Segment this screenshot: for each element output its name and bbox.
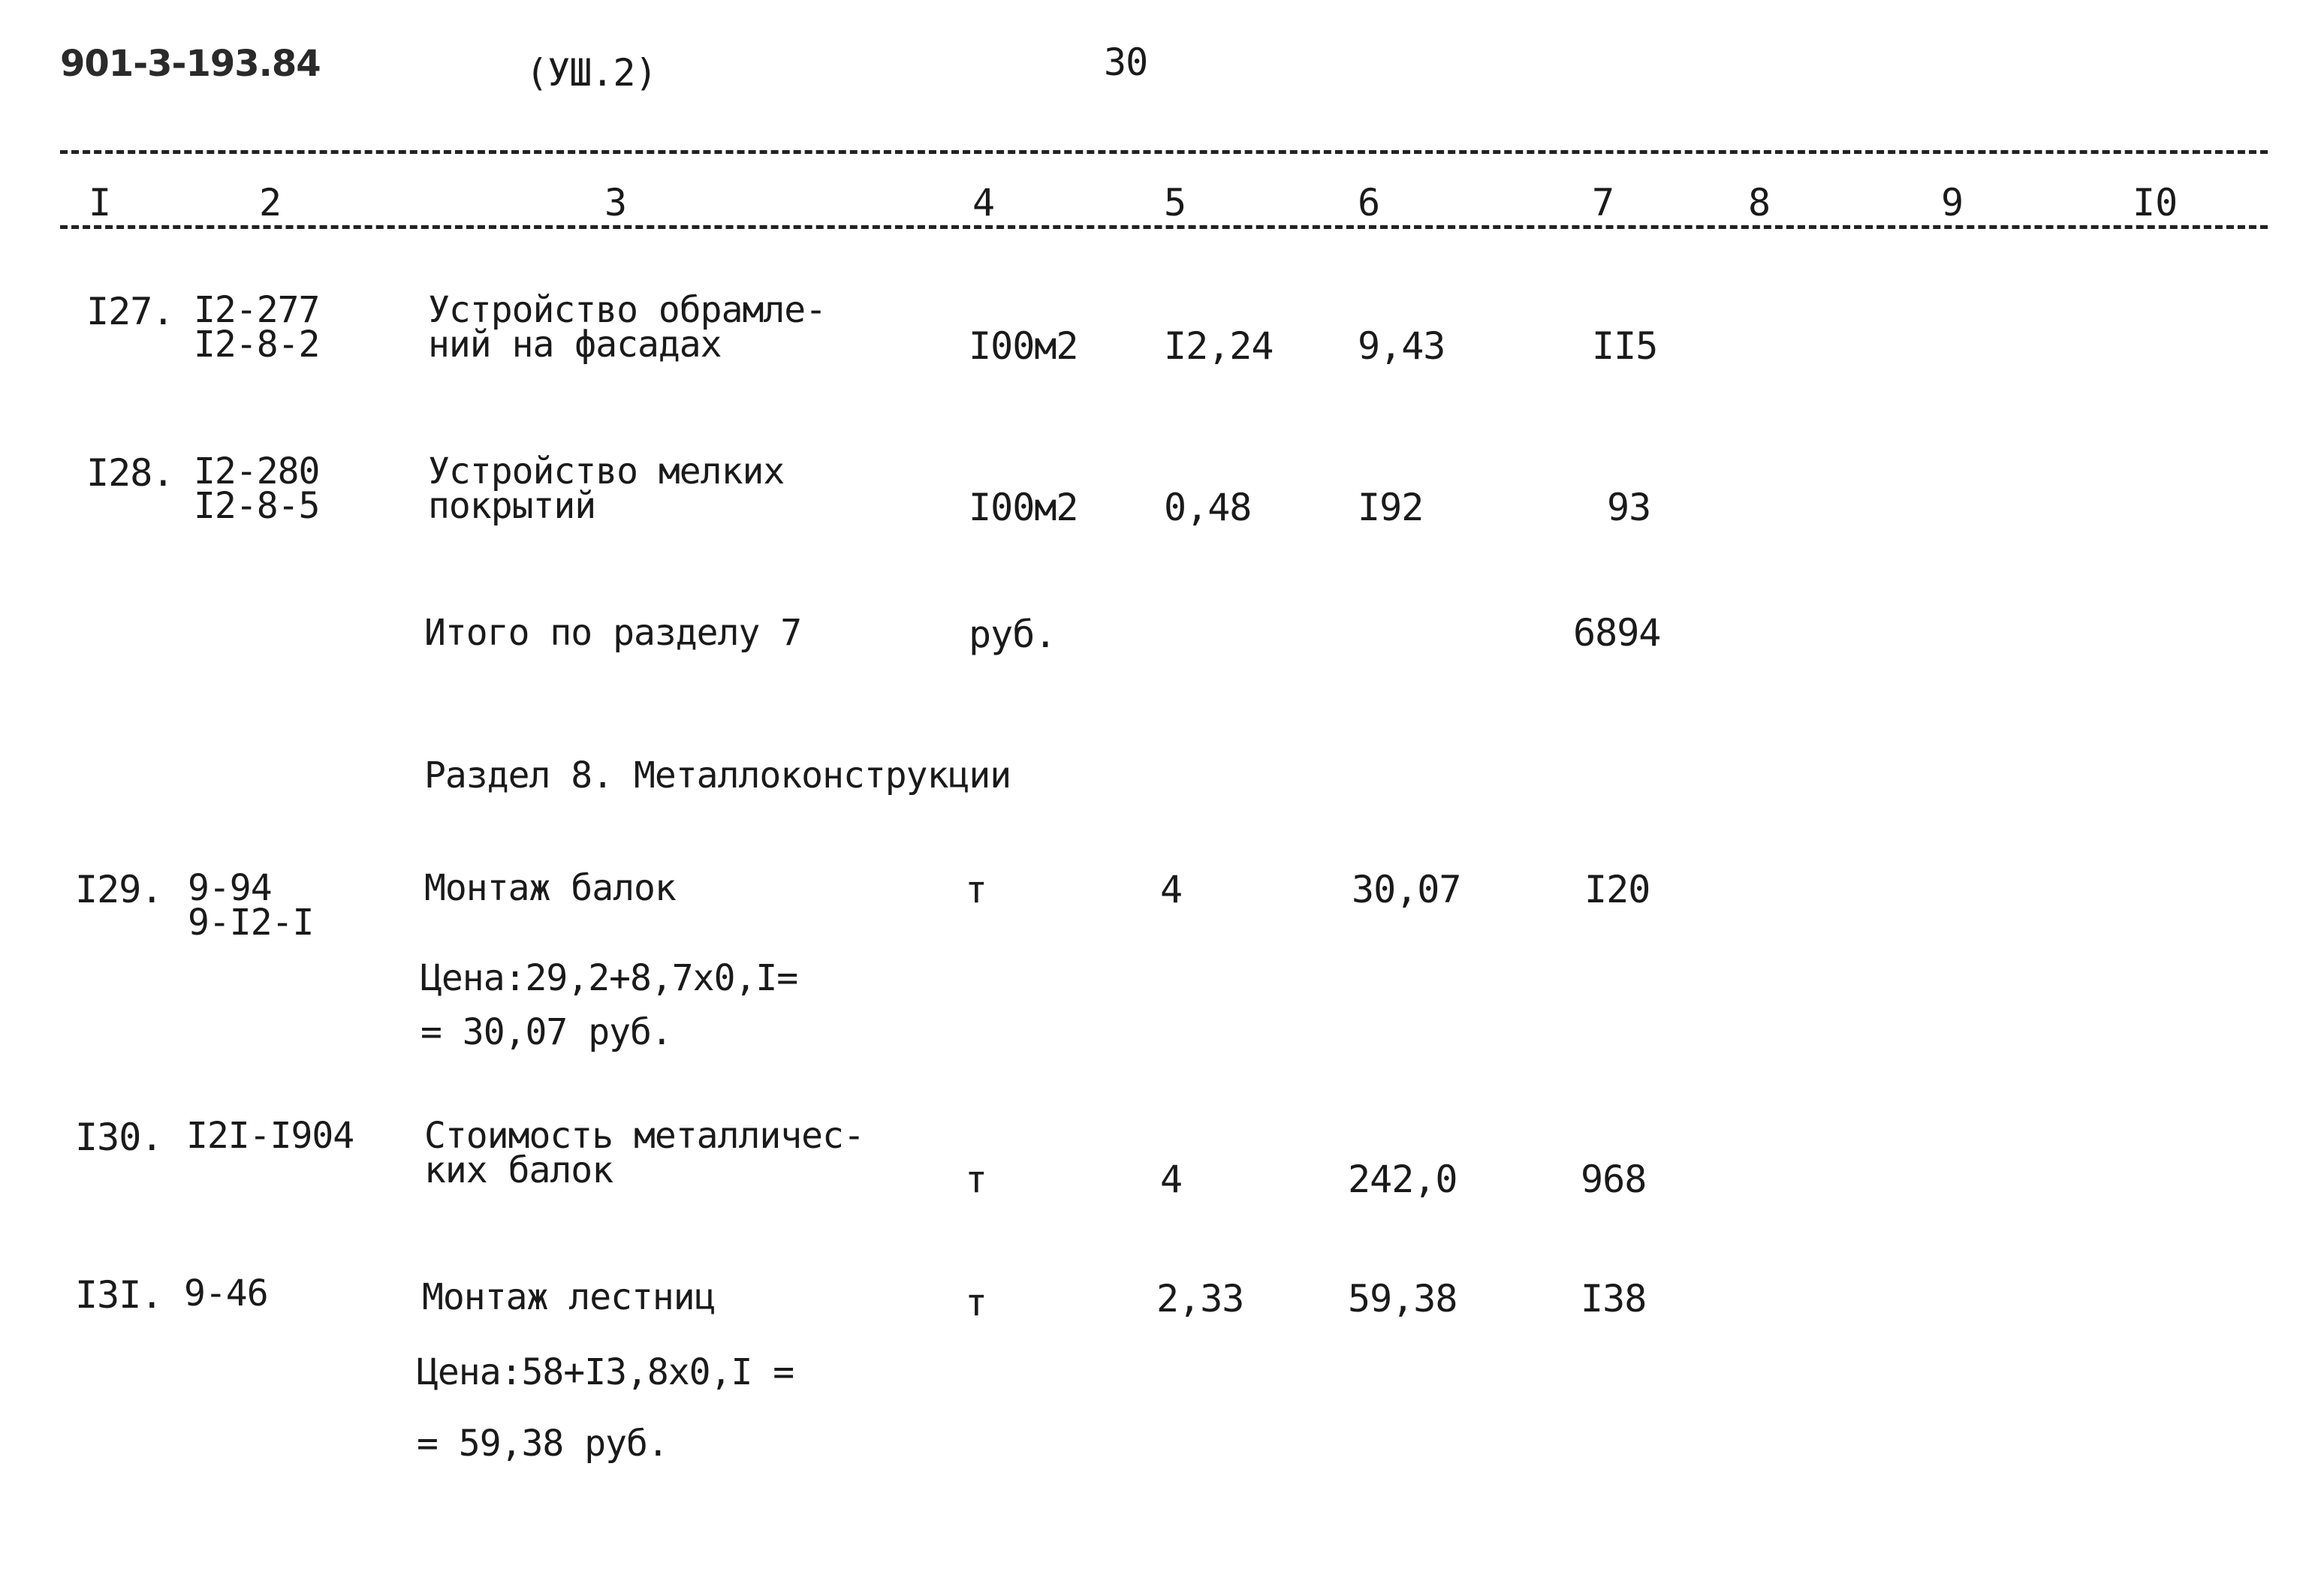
row-title: ний на фасадах <box>428 324 722 366</box>
row-title: Устройство мелких <box>428 450 785 492</box>
column-number: 6 <box>1358 181 1381 224</box>
row-number: I27. <box>86 290 174 333</box>
price-formula: = 30,07 руб. <box>421 1011 672 1053</box>
row-title: Монтаж балок <box>424 867 676 909</box>
row-unit: I00м2 <box>969 324 1078 368</box>
row-code: I2-277 <box>194 289 320 331</box>
column-number: I <box>89 181 112 224</box>
row-unit: т <box>965 1281 987 1324</box>
column-number: 5 <box>1164 181 1187 224</box>
row-quantity: 0,48 <box>1164 486 1252 529</box>
row-quantity: 2,33 <box>1156 1277 1244 1320</box>
row-code: I2-280 <box>194 450 320 492</box>
column-number: 8 <box>1748 181 1771 224</box>
column-number: 3 <box>604 181 628 224</box>
header-bottom-rule <box>60 225 2268 229</box>
column-number: 9 <box>1941 181 1964 224</box>
row-unit: т <box>965 1158 987 1201</box>
row-total: 968 <box>1581 1158 1647 1201</box>
column-number: I0 <box>2133 181 2178 224</box>
subtotal-label: Итого по разделу 7 <box>424 612 802 654</box>
row-total: I20 <box>1584 868 1650 911</box>
column-number: 4 <box>972 181 996 224</box>
price-formula: = 59,38 руб. <box>417 1423 668 1465</box>
row-number: I3I. <box>75 1273 163 1317</box>
row-price: 242,0 <box>1348 1158 1457 1201</box>
header-top-rule <box>60 150 2268 154</box>
row-title: Монтаж лестниц <box>422 1276 716 1318</box>
row-quantity: I2,24 <box>1164 324 1274 368</box>
document-code: 901-3-193.84 <box>60 43 321 85</box>
row-code: I2-8-5 <box>194 485 320 527</box>
row-total: I38 <box>1581 1277 1647 1320</box>
row-total: II5 <box>1592 324 1658 368</box>
page-number: 30 <box>1104 41 1148 84</box>
row-number: I28. <box>86 451 174 495</box>
subtotal-total: 6894 <box>1573 611 1661 655</box>
row-price: 9,43 <box>1358 324 1445 368</box>
row-code: I2I-I904 <box>186 1115 354 1157</box>
row-code: I2-8-2 <box>194 324 320 366</box>
row-code: 9-94 <box>188 867 272 909</box>
row-number: I30. <box>75 1116 163 1159</box>
row-price: I92 <box>1358 486 1424 529</box>
price-formula: Цена:29,2+8,7x0,I= <box>421 957 798 999</box>
row-title: покрытий <box>428 485 596 527</box>
row-code: 9-I2-I <box>188 902 314 944</box>
section-title: Раздел 8. Металлоконструкции <box>424 754 1011 796</box>
row-unit: I00м2 <box>969 486 1078 529</box>
row-number: I29. <box>75 868 163 911</box>
row-title: Стоимость металличес- <box>424 1115 864 1157</box>
column-number: 2 <box>259 181 282 224</box>
row-total: 93 <box>1607 486 1651 529</box>
price-formula: Цена:58+I3,8x0,I = <box>417 1351 794 1393</box>
row-quantity: 4 <box>1160 868 1183 911</box>
row-title: ких балок <box>424 1149 613 1191</box>
row-price: 30,07 <box>1352 868 1461 911</box>
row-quantity: 4 <box>1160 1158 1183 1201</box>
row-price: 59,38 <box>1348 1277 1457 1320</box>
column-number: 7 <box>1592 181 1615 224</box>
row-code: 9-46 <box>184 1272 268 1314</box>
row-unit: т <box>965 868 987 911</box>
section-mark: (УШ.2) <box>526 51 657 95</box>
row-title: Устройство обрамле- <box>428 289 827 331</box>
subtotal-unit: руб. <box>969 613 1057 656</box>
